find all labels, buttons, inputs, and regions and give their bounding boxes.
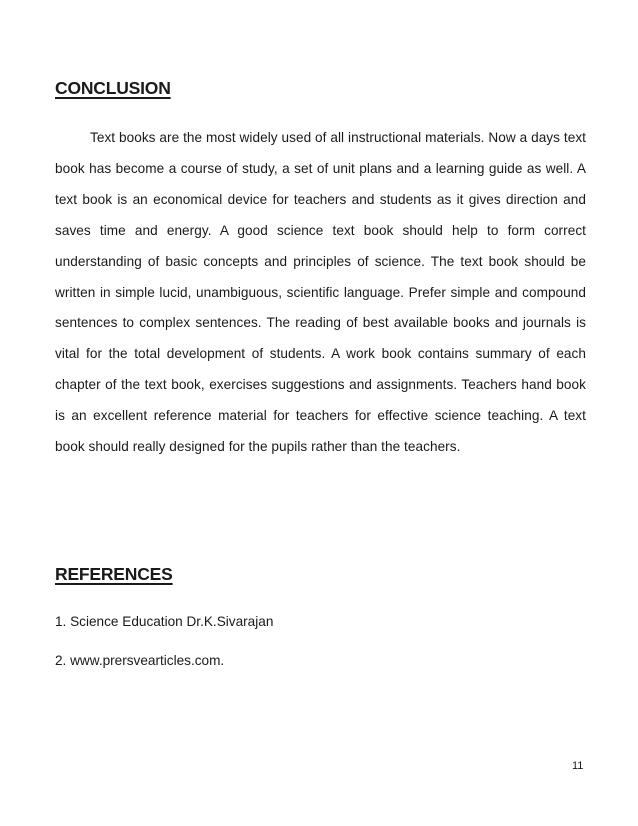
reference-item-1: 1. Science Education Dr.K.Sivarajan <box>55 614 274 629</box>
page-number: 11 <box>572 760 584 772</box>
reference-item-2: 2. www.prersvearticles.com. <box>55 653 225 668</box>
references-heading: REFERENCES <box>55 564 173 584</box>
conclusion-heading: CONCLUSION <box>55 78 171 98</box>
conclusion-paragraph: Text books are the most widely used of all instructional materials. Now a days text book has become a course of study, a set of unit plans and a learning guide as well. A text book is an economical device for teachers and students as it gives direction and saves time and energy. A good science text book should help to form correct understanding of basic concepts and principles of science. The text book should be written in simple lucid, unambiguous, scientific language. Prefer simple and compound sentences to complex sentences. The reading of best available books and journals is vital for the total development of students. A work book contains summary of each chapter of the text book, exercises suggestions and assignments. Teachers hand book is an excellent reference material for teachers for effective science teaching. A text book should really designed for the pupils rather than the teachers. <box>55 130 586 455</box>
